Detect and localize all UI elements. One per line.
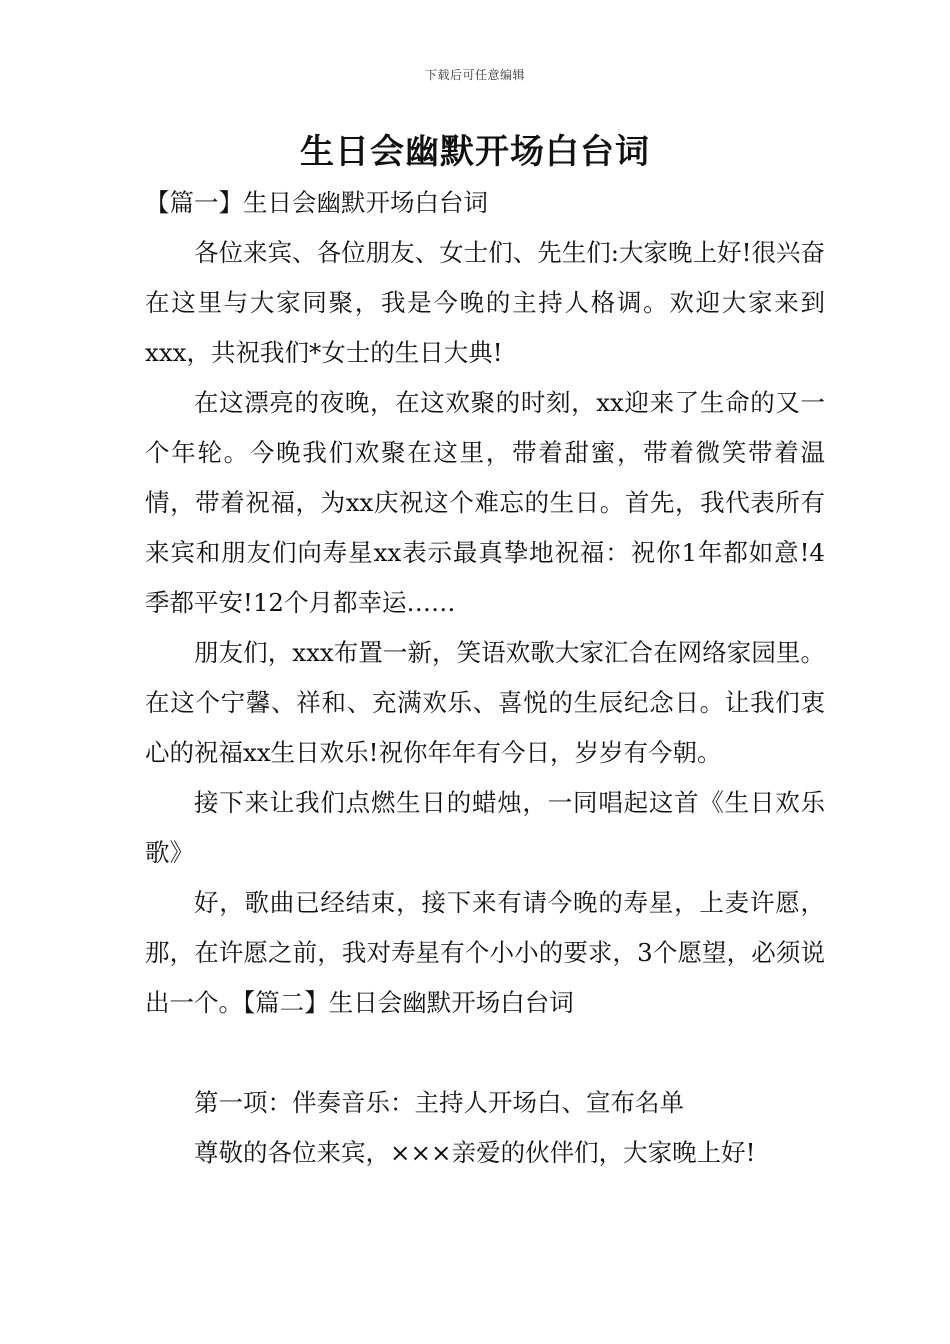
blank-line: [145, 1028, 825, 1078]
section-heading-part1: 【篇一】生日会幽默开场白台词: [145, 188, 488, 217]
document-body: [145, 178, 825, 1178]
document-title: 生日会幽默开场白台词: [300, 132, 650, 172]
paragraph-greeting: 各位来宾、各位朋友、女士们、先生们:大家晚上好!很兴奋在这里与大家同聚，我是今晚的主持人格调。欢迎大家来到xxx，共祝我们*女士的生日大典!: [145, 238, 825, 367]
paragraph-respected-guests: 尊敬的各位来宾，×××亲爱的伙伴们，大家晚上好!: [194, 1138, 756, 1167]
paragraph-wish: 好，歌曲已经结束，接下来有请今晚的寿星，上麦许愿，那，在许愿之前，我对寿星有个小小的要求，3个愿望，必须说出一个。【篇二】生日会幽默开场白台词: [145, 888, 825, 1017]
paragraph-candles: 接下来让我们点燃生日的蜡烛，一同唱起这首《生日欢乐歌》: [145, 788, 825, 867]
paragraph-evening: 在这漂亮的夜晚，在这欢聚的时刻，xx迎来了生命的又一个年轮。今晚我们欢聚在这里，带着甜蜜，带着微笑带着温情，带着祝福，为xx庆祝这个难忘的生日。首先，我代表所有来宾和朋友们向寿星xx表示最真挚地祝福：祝你1年都如意!4季都平安!12个月都幸运……: [145, 388, 825, 617]
paragraph-friends: 朋友们，xxx布置一新，笑语欢歌大家汇合在网络家园里。在这个宁馨、祥和、充满欢乐、喜悦的生辰纪念日。让我们衷心的祝福xx生日欢乐!祝你年年有今日，岁岁有今朝。: [145, 638, 825, 767]
paragraph-item-one: 第一项：伴奏音乐：主持人开场白、宣布名单: [194, 1088, 684, 1117]
header-note: 下载后可任意编辑: [424, 68, 525, 82]
